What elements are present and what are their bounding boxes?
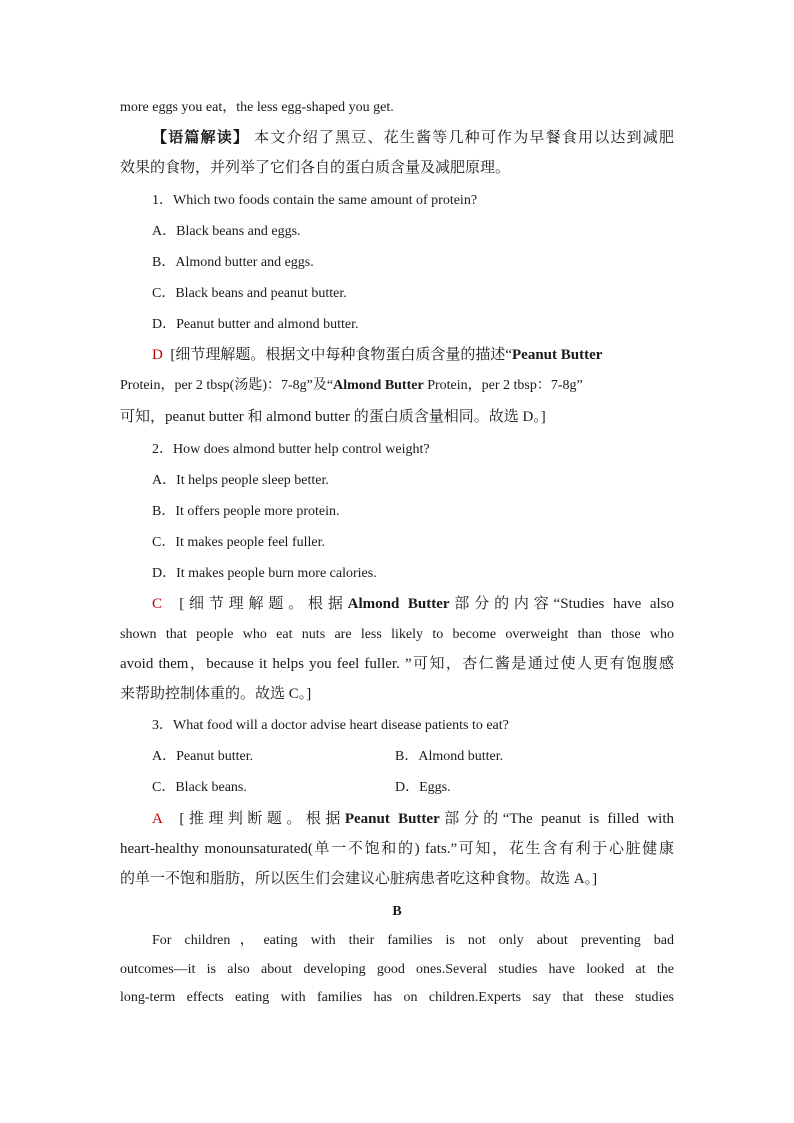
- question-1-stem: 1．Which two foods contain the same amount of protein?: [152, 193, 478, 208]
- explanation-text: [细节理解题。根据文中每种食物蛋白质含量的描述“: [170, 347, 512, 363]
- question-2-explanation: [152, 594, 674, 614]
- question-2-explanation: 来帮助控制体重的。故选 C。]: [120, 686, 312, 702]
- explanation-text: 部分的“The peanut is filled with: [439, 811, 675, 827]
- question-1-option-c: C．Black beans and peanut butter.: [152, 286, 347, 301]
- summary-text: 本文介绍了黑豆、花生酱等几种可作为早餐食用以达到减肥: [254, 130, 674, 146]
- passage-summary-line: [152, 128, 674, 148]
- answer-letter: A: [152, 811, 163, 827]
- question-1-explanation: [152, 345, 674, 365]
- question-2-explanation: avoid them，because it helps you feel fuller. ”可知，杏仁酱是通过使人更有饱腹感: [120, 656, 674, 672]
- question-3-option-d: D．Eggs.: [395, 780, 451, 795]
- passage-line: outcomes—it is also about developing good ones.Several studies have looked at the: [120, 962, 674, 977]
- explanation-keyword: Peanut Butter: [512, 347, 603, 363]
- answer-letter: D: [152, 347, 163, 363]
- passage-line: For children，eating with their families is not only about preventing bad: [152, 933, 674, 948]
- question-2-option-b: B．It offers people more protein.: [152, 504, 340, 519]
- explanation-text: [细节理解题。根据: [179, 596, 348, 612]
- explanation-text: Protein，per 2 tbsp(汤匙)：7-8g”及“: [120, 378, 334, 393]
- explanation-keyword: Almond Butter: [333, 378, 424, 393]
- question-2-explanation: shown that people who eat nuts are less likely to become overweight than those who: [120, 627, 674, 642]
- passage-summary-line: 效果的食物，并列举了它们各自的蛋白质含量及减肥原理。: [120, 160, 511, 176]
- question-1-explanation: 可知，peanut butter 和 almond butter 的蛋白质含量相同。故选 D。]: [120, 409, 546, 425]
- question-3-explanation: heart-healthy monounsaturated(单一不饱和的) fats.”可知，花生含有利于心脏健康: [120, 841, 674, 857]
- question-2-option-a: A．It helps people sleep better.: [152, 473, 329, 488]
- question-2-option-d: D．It makes people burn more calories.: [152, 566, 377, 581]
- question-3-option-b: B．Almond butter.: [395, 749, 504, 764]
- question-1-explanation: [120, 376, 674, 396]
- question-3-options-cd: [152, 778, 674, 798]
- question-3-option-a: A．Peanut butter.: [152, 749, 254, 764]
- summary-tag: 【语篇解读】: [152, 130, 250, 146]
- question-3-stem: 3．What food will a doctor advise heart disease patients to eat?: [152, 718, 509, 733]
- question-3-option-c: C．Black beans.: [152, 780, 247, 795]
- question-3-explanation: 的单一不饱和脂肪，所以医生们会建议心脏病患者吃这种食物。故选 A。]: [120, 871, 598, 887]
- section-heading: B: [392, 904, 402, 919]
- question-2-stem: 2．How does almond butter help control weight?: [152, 442, 430, 457]
- question-1-option-a: A．Black beans and eggs.: [152, 224, 301, 239]
- explanation-keyword: Peanut Butter: [344, 811, 440, 827]
- passage-line: long-term effects eating with families has on children.Experts say that these studies: [120, 990, 674, 1005]
- text-line: more eggs you eat，the less egg-shaped you get.: [120, 100, 394, 115]
- explanation-text: 部分的内容“Studies have also: [449, 596, 675, 612]
- explanation-text: [推理判断题。根据: [179, 811, 345, 827]
- explanation-keyword: Almond Butter: [347, 596, 450, 612]
- question-1-option-d: D．Peanut butter and almond butter.: [152, 317, 359, 332]
- question-3-options-ab: [152, 747, 674, 767]
- question-3-explanation: [152, 809, 674, 829]
- question-2-option-c: C．It makes people feel fuller.: [152, 535, 325, 550]
- explanation-text: Protein，per 2 tbsp：7-8g”: [423, 378, 583, 393]
- question-1-option-b: B．Almond butter and eggs.: [152, 255, 314, 270]
- answer-letter: C: [152, 596, 163, 612]
